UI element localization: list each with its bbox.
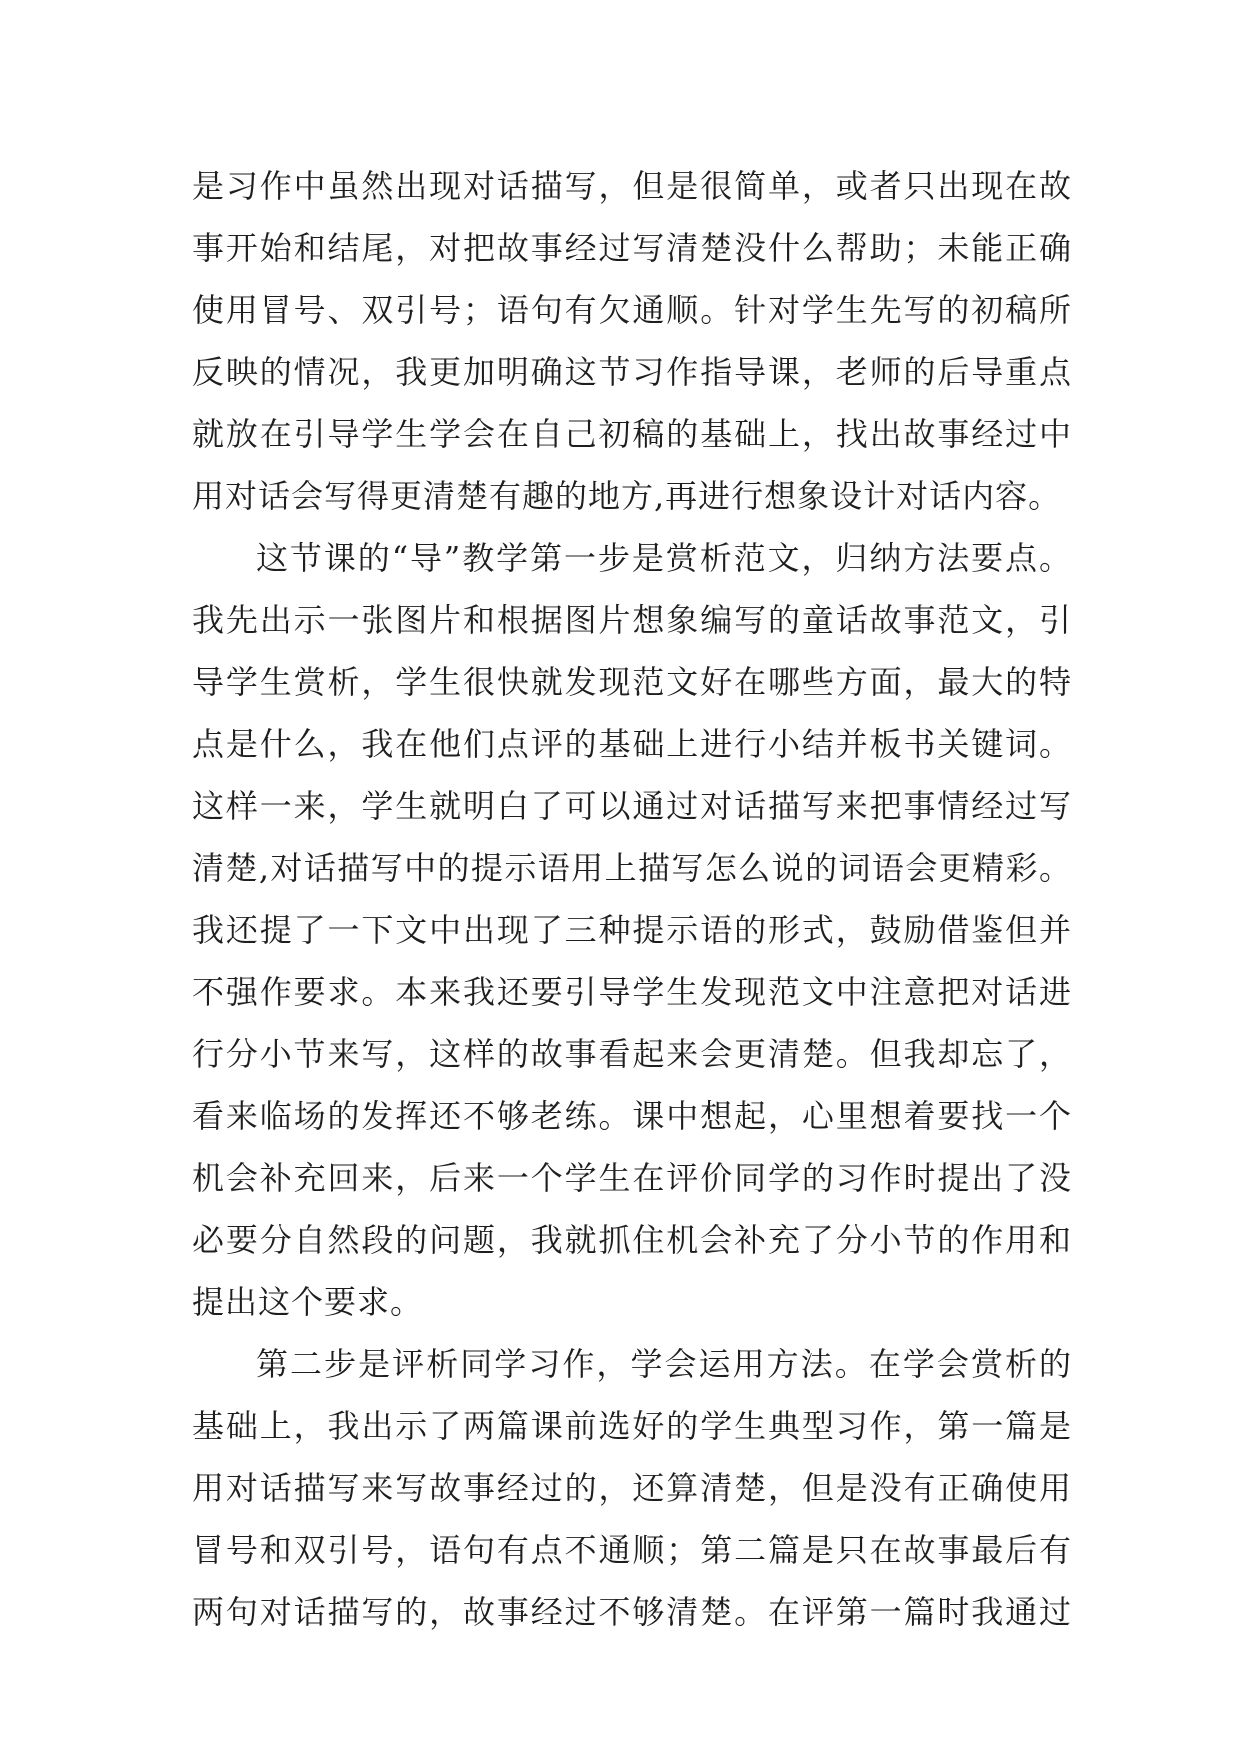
text-line: 必要分自然段的问题，我就抓住机会补充了分小节的作用和	[192, 1221, 1072, 1259]
text-line: 不强作要求。本来我还要引导学生发现范文中注意把对话进	[192, 973, 1072, 1011]
text-line: 提出这个要求。	[192, 1283, 424, 1321]
text-line: 我先出示一张图片和根据图片想象编写的童话故事范文，引	[192, 601, 1072, 639]
text-line: 看来临场的发挥还不够老练。课中想起，心里想着要找一个	[192, 1097, 1072, 1135]
text-line: 机会补充回来，后来一个学生在评价同学的习作时提出了没	[192, 1159, 1072, 1197]
text-line: 用对话描写来写故事经过的，还算清楚，但是没有正确使用	[192, 1469, 1072, 1507]
text-line: 行分小节来写，这样的故事看起来会更清楚。但我却忘了，	[192, 1035, 1072, 1073]
text-line: 点是什么，我在他们点评的基础上进行小结并板书关键词。	[192, 725, 1072, 763]
text-line: 我还提了一下文中出现了三种提示语的形式，鼓励借鉴但并	[192, 911, 1072, 949]
text-line: 反映的情况，我更加明确这节习作指导课，老师的后导重点	[192, 353, 1072, 391]
text-line: 用对话会写得更清楚有趣的地方,再进行想象设计对话内容。	[192, 477, 1062, 515]
paragraph-first-line: 第二步是评析同学习作，学会运用方法。在学会赏析的	[256, 1345, 1072, 1383]
text-line: 使用冒号、双引号；语句有欠通顺。针对学生先写的初稿所	[192, 291, 1072, 329]
text-line: 就放在引导学生学会在自己初稿的基础上，找出故事经过中	[192, 415, 1072, 453]
text-line: 冒号和双引号，语句有点不通顺；第二篇是只在故事最后有	[192, 1531, 1072, 1569]
text-line: 是习作中虽然出现对话描写，但是很简单，或者只出现在故	[192, 167, 1072, 205]
text-line: 基础上，我出示了两篇课前选好的学生典型习作，第一篇是	[192, 1407, 1072, 1445]
text-line: 导学生赏析，学生很快就发现范文好在哪些方面，最大的特	[192, 663, 1072, 701]
body-text	[192, 155, 1072, 1643]
text-line: 清楚,对话描写中的提示语用上描写怎么说的词语会更精彩。	[192, 849, 1072, 887]
text-line: 两句对话描写的，故事经过不够清楚。在评第一篇时我通过	[192, 1593, 1072, 1631]
text-line: 事开始和结尾，对把故事经过写清楚没什么帮助；未能正确	[192, 229, 1072, 267]
paragraph-first-line: 这节课的“导”教学第一步是赏析范文，归纳方法要点。	[256, 539, 1072, 577]
text-line: 这样一来，学生就明白了可以通过对话描写来把事情经过写	[192, 787, 1072, 825]
